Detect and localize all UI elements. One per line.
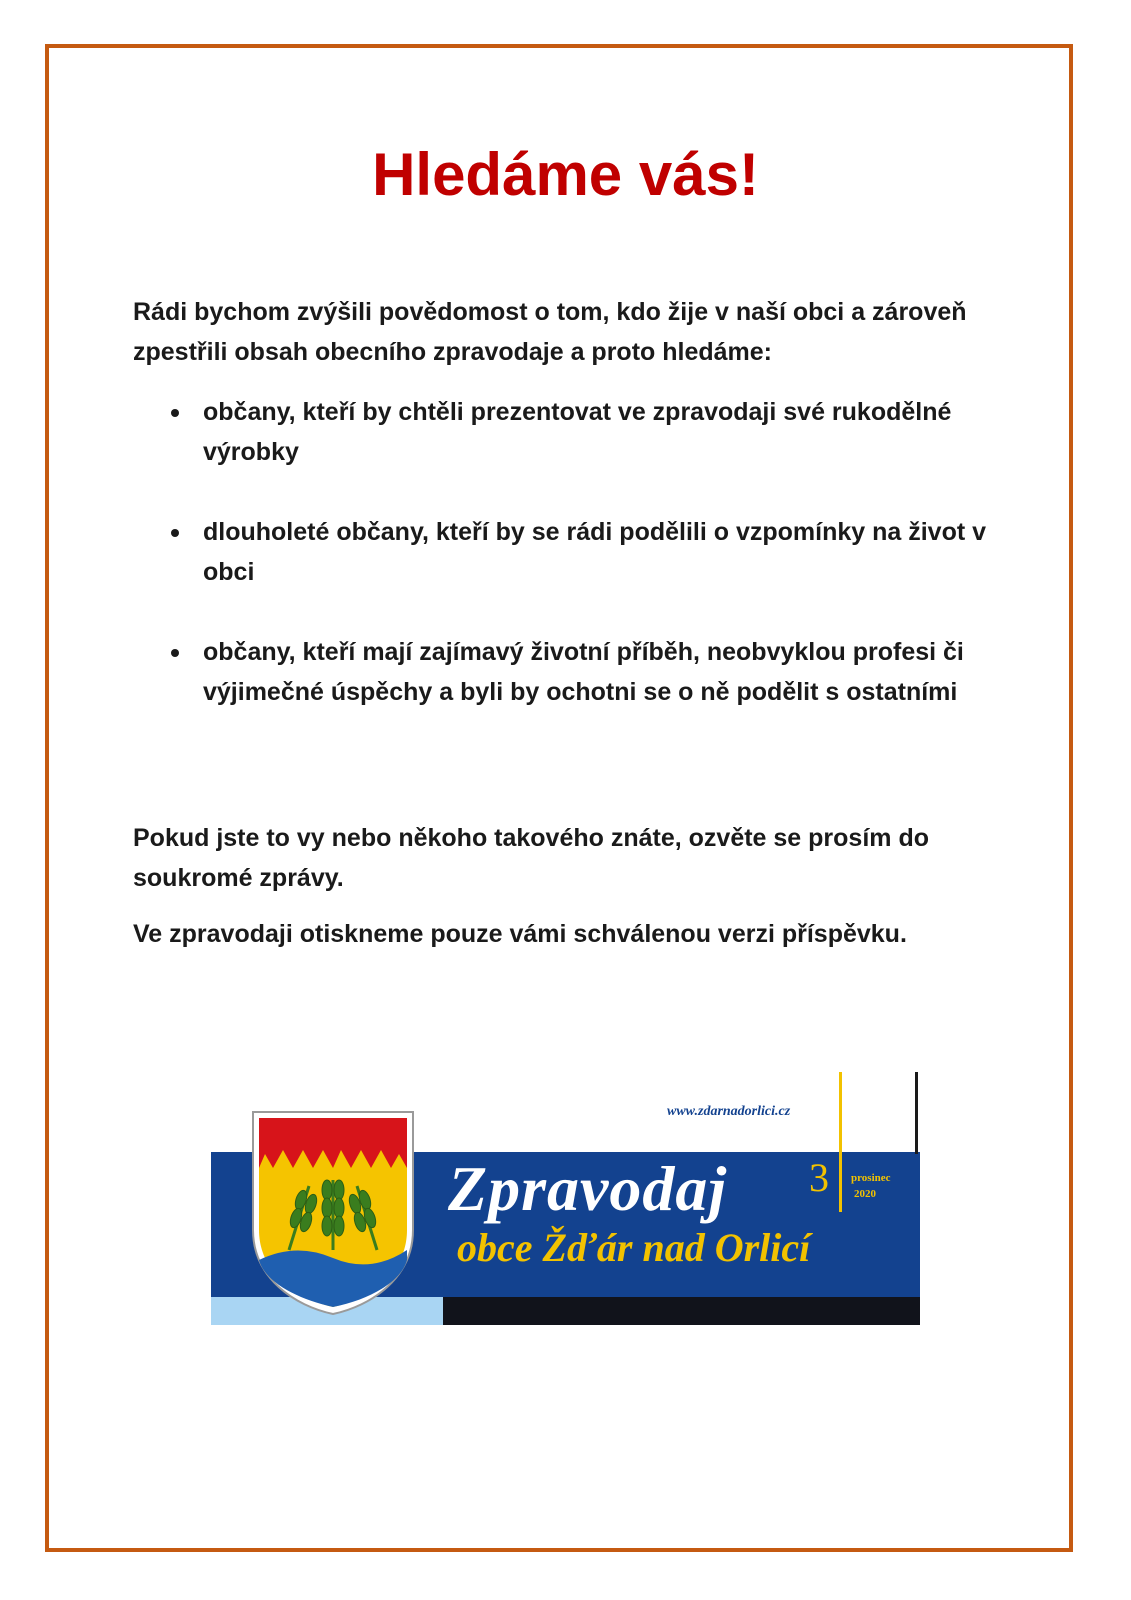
banner-divider: [839, 1072, 842, 1212]
contact-paragraph: Pokud jste to vy nebo někoho takového znáte, ozvěte se prosím do soukromé zprávy.: [133, 824, 929, 892]
page-title: Hledáme vás!: [372, 141, 759, 208]
coat-of-arms-icon: [251, 1110, 415, 1316]
page-border: [45, 44, 1073, 1552]
banner-edge: [915, 1072, 918, 1154]
newsletter-subtitle: obce Žďár nad Orlicí: [457, 1225, 811, 1270]
newsletter-banner: [211, 1072, 920, 1325]
issue-number: 3: [809, 1155, 829, 1200]
bullet-icon: [171, 529, 179, 537]
bullet-list: [133, 392, 993, 752]
issue-year: 2020: [854, 1188, 876, 1200]
bullet-text: občany, kteří by chtěli prezentovat ve zpravodaji své rukodělné výrobky: [203, 398, 952, 466]
list-item: [133, 392, 993, 472]
bullet-icon: [171, 649, 179, 657]
issue-month: prosinec: [851, 1172, 891, 1184]
list-item: [133, 632, 993, 712]
bullet-icon: [171, 409, 179, 417]
bullet-text: občany, kteří mají zajímavý životní příběh, neobvyklou profesi či výjimečné úspěchy a byli by ochotni se o ně podělit s ostatními: [203, 638, 964, 706]
approval-note: Ve zpravodaji otiskneme pouze vámi schválenou verzi příspěvku.: [133, 920, 907, 948]
banner-stripe-dark: [443, 1297, 920, 1325]
banner-url: www.zdarnadorlici.cz: [667, 1104, 791, 1119]
bullet-text: dlouholeté občany, kteří by se rádi podělili o vzpomínky na život v obci: [203, 518, 987, 586]
intro-paragraph: Rádi bychom zvýšili povědomost o tom, kdo žije v naší obci a zároveň zpestřili obsah obecního zpravodaje a proto hledáme:: [133, 298, 967, 366]
newsletter-name: Zpravodaj: [448, 1153, 728, 1224]
list-item: [133, 512, 993, 592]
